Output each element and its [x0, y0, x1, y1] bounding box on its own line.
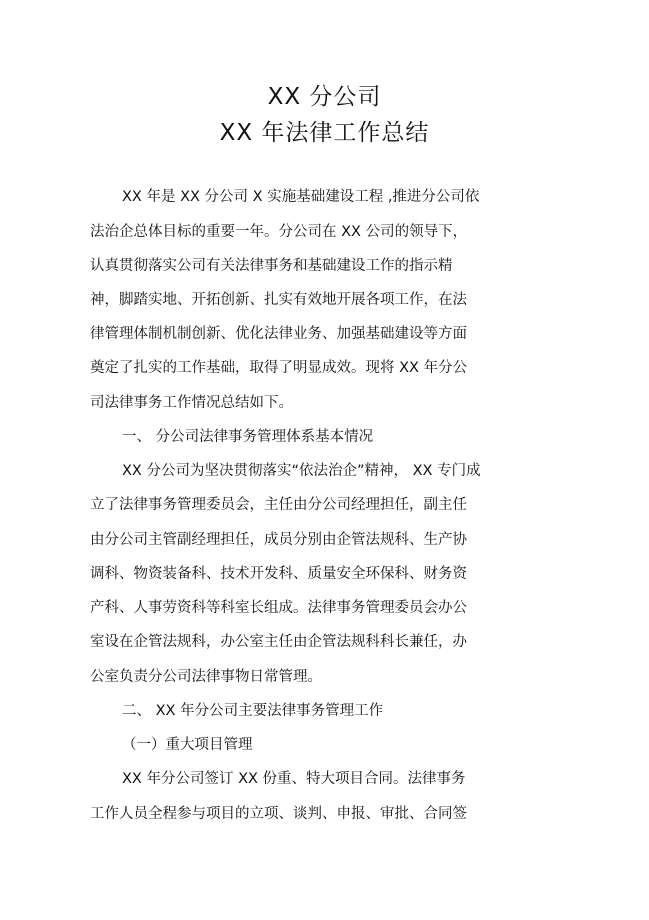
paragraph-1-line-6: 奠定了扎实的工作基础，取得了明显成效。现将 XX 年分公 — [90, 360, 468, 376]
subsection-heading-1: （一）重大项目管理 — [122, 737, 253, 753]
paragraph-1-line-3: 认真贯彻落实公司有关法律事务和基础建设工作的指示精 — [90, 258, 453, 274]
paragraph-1-line-4: 神，脚踏实地、开拓创新、扎实有效地开展各项工作，在法 — [90, 292, 467, 308]
paragraph-2-line-6: 室设在企管法规科，办公室主任由企管法规科科长兼任，办 — [90, 634, 467, 650]
paragraph-2-line-3: 由分公司主管副经理担任，成员分别由企管法规科、生产协 — [90, 532, 467, 548]
paragraph-2-line-7: 公室负责分公司法律事物日常管理。 — [90, 669, 322, 685]
paragraph-2-line-2: 立了法律事务管理委员会，主任由分公司经理担任，副主任 — [90, 497, 467, 513]
paragraph-2-line-5: 产科、人事劳资科等科室长组成。法律事务管理委员会办公 — [90, 600, 467, 616]
paragraph-1-line-5: 律管理体制机制创新、优化法律业务、加强基础建设等方面 — [90, 326, 467, 342]
paragraph-1-line-7: 司法律事务工作情况总结如下。 — [90, 395, 293, 411]
section-heading-2: 二、 XX 年分公司主要法律事务管理工作 — [122, 703, 384, 719]
paragraph-2-line-1: XX 分公司为坚决贯彻落实“依法治企”精神， XX 专门成 — [122, 463, 481, 479]
paragraph-1-line-2: 法治企总体目标的重要一年。分公司在 XX 公司的领导下， — [90, 224, 468, 240]
section-heading-1: 一、 分公司法律事务管理体系基本情况 — [122, 429, 374, 445]
document-title-line-2: XX 年法律工作总结 — [219, 120, 430, 146]
paragraph-3-line-2: 工作人员全程参与项目的立项、谈判、申报、审批、合同签 — [90, 806, 467, 822]
paragraph-2-line-4: 调科、物资装备科、技术开发科、质量安全环保科、财务资 — [90, 566, 467, 582]
paragraph-1-line-1: XX 年是 XX 分公司 X 实施基础建设工程 ,推进分公司依 — [122, 189, 480, 205]
paragraph-3-line-1: XX 年分公司签订 XX 份重、特大项目合同。法律事务 — [122, 771, 466, 787]
document-title-line-1: XX 分公司 — [267, 84, 382, 110]
